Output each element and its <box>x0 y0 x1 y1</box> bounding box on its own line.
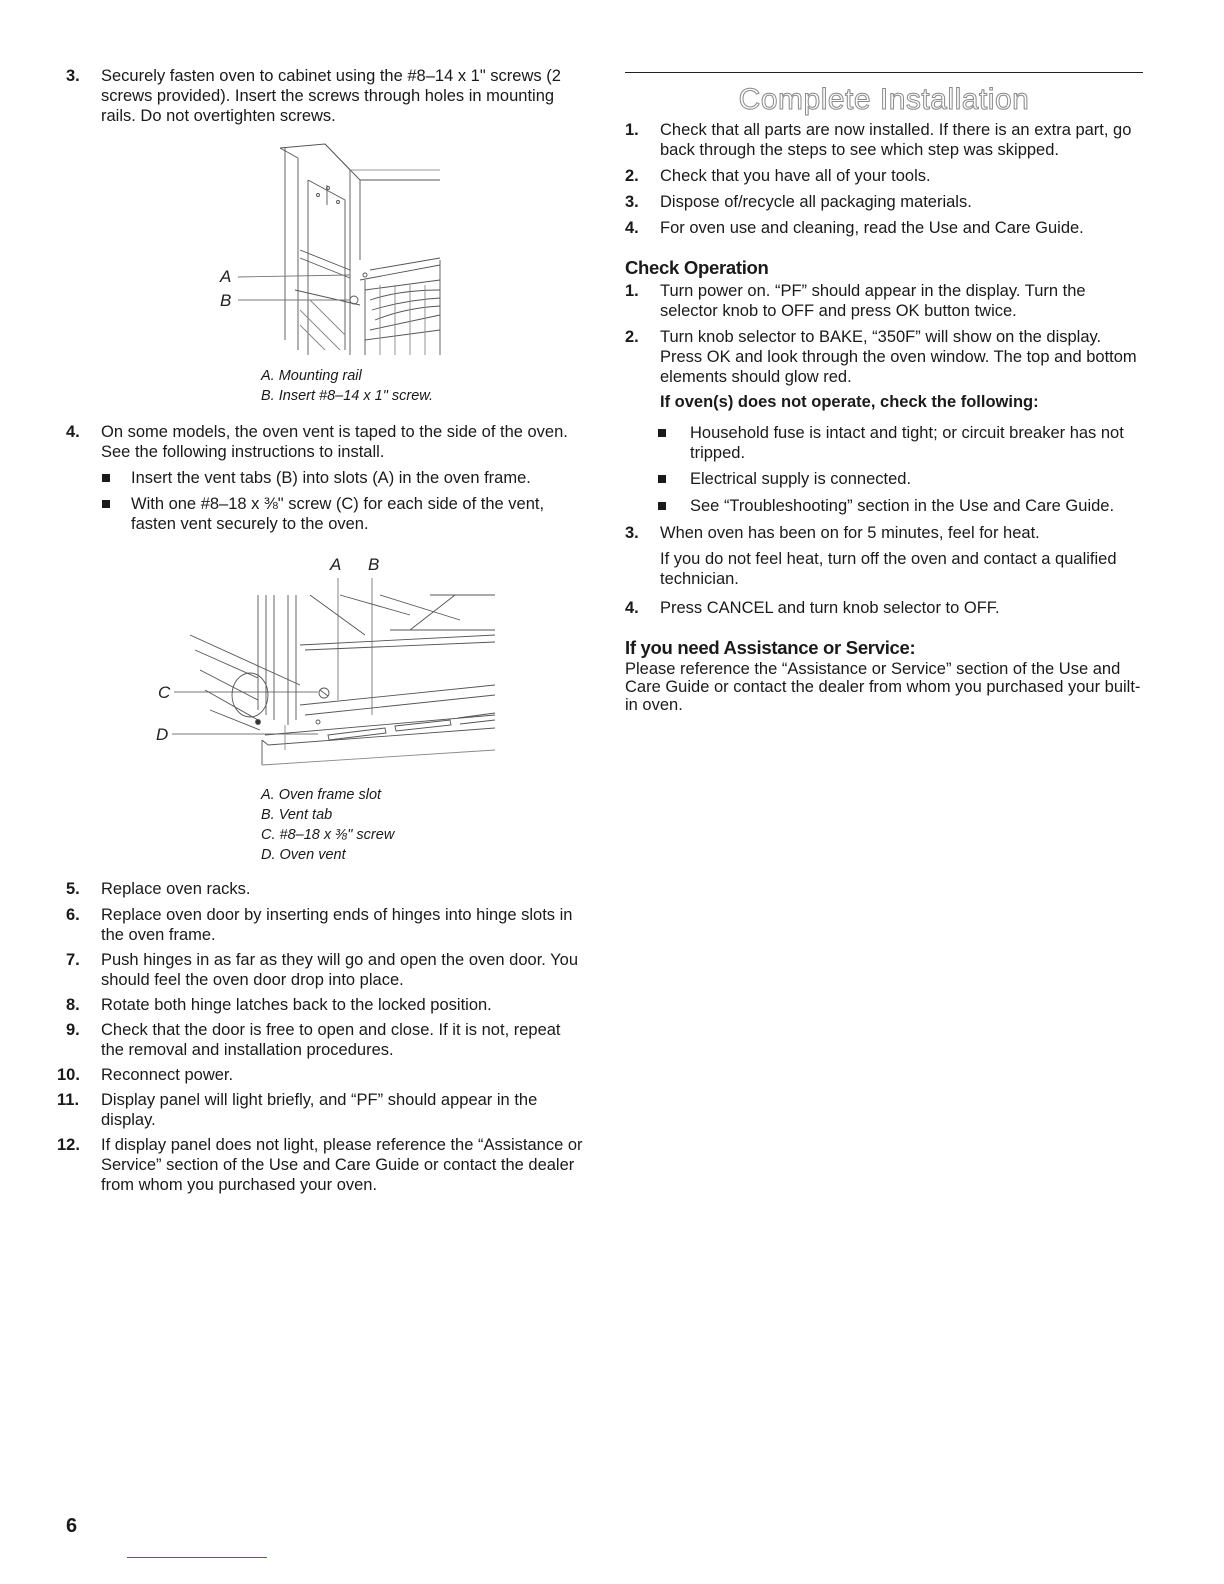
step-number: 7. <box>66 951 80 969</box>
complete-step-4 <box>625 218 1145 238</box>
figure-label-a: A <box>330 555 342 574</box>
step-number: 3. <box>66 67 80 85</box>
step-number: 11. <box>57 1091 80 1109</box>
step-5 <box>66 879 588 899</box>
footer-rule <box>127 1557 267 1558</box>
step-10 <box>57 1065 588 1085</box>
figure-label-b: B <box>368 555 380 574</box>
bullet-text: See “Troubleshooting” section in the Use and Care Guide. <box>690 497 1115 515</box>
complete-step-2 <box>625 166 1145 186</box>
check-step-2 <box>625 327 1145 387</box>
complete-installation-steps <box>625 120 1145 238</box>
section-divider <box>625 72 1143 73</box>
complete-step-3 <box>625 192 1145 212</box>
assistance-text: Please reference the “Assistance or Service” section of the Use and Care Guide or contact the dealer from whom you purchased your built-in oven. <box>625 660 1141 714</box>
bullet-item <box>625 469 1145 489</box>
step-number: 2. <box>625 167 639 185</box>
step-number: 3. <box>625 193 639 211</box>
step-number: 4. <box>66 423 80 441</box>
caption-b: B. Vent tab <box>261 807 333 823</box>
step-text: Dispose of/recycle all packaging materials. <box>660 193 972 211</box>
step-text: Check that you have all of your tools. <box>660 167 931 185</box>
oven-vent-figure <box>150 550 510 780</box>
step-number: 4. <box>625 219 639 237</box>
figure-label-b: B <box>220 291 232 310</box>
step-text: Replace oven door by inserting ends of hinges into hinge slots in the oven frame. <box>101 906 573 944</box>
bullet-text: Household fuse is intact and tight; or circuit breaker has not tripped. <box>690 424 1124 462</box>
step-number: 12. <box>57 1136 80 1154</box>
bullet-square-icon <box>102 474 110 482</box>
bullet-text: Electrical supply is connected. <box>690 470 912 488</box>
bullet-square-icon <box>658 475 666 483</box>
caption-a: A. Mounting rail <box>261 368 362 384</box>
figure-label-a: A <box>220 267 232 286</box>
step-3 <box>66 66 588 126</box>
step-text: If display panel does not light, please reference the “Assistance or Service” section of the Use and Care Guide or contact the dealer from whom you purchased your oven. <box>101 1136 583 1194</box>
check-operation-section <box>625 257 1145 618</box>
step-number: 1. <box>625 282 639 300</box>
mounting-rail-figure <box>200 140 460 358</box>
bullet-item <box>66 468 588 488</box>
left-column <box>66 66 588 126</box>
bullet-text: With one #8–18 x ⅜" screw (C) for each side of the vent, fasten vent securely to the oven. <box>131 495 545 533</box>
mounting-rail-illustration <box>200 140 460 358</box>
not-operate-heading: If oven(s) does not operate, check the following: <box>660 393 1039 411</box>
step-text: Press CANCEL and turn knob selector to OFF. <box>660 599 1000 617</box>
step-4-block <box>66 422 588 534</box>
figure-label-c: C <box>158 683 171 702</box>
step-8 <box>66 995 588 1015</box>
step-11 <box>57 1090 588 1130</box>
mounting-rail-caption <box>261 366 433 406</box>
step-text: Turn power on. “PF” should appear in the display. Turn the selector knob to OFF and press OK button twice. <box>660 282 1086 320</box>
step-number: 5. <box>66 880 80 898</box>
step-7 <box>66 950 588 990</box>
caption-d: D. Oven vent <box>261 847 346 863</box>
step-text: Turn knob selector to BAKE, “350F” will show on the display. Press OK and look through the oven window. The top and bottom elements should glow red. <box>660 328 1137 386</box>
check-step-3 <box>625 523 1145 543</box>
caption-c: C. #8–18 x ⅜" screw <box>261 827 395 843</box>
step-number: 3. <box>625 524 639 542</box>
step-number: 2. <box>625 328 639 346</box>
step-text: For oven use and cleaning, read the Use and Care Guide. <box>660 219 1084 237</box>
step-number: 8. <box>66 996 80 1014</box>
bullet-item <box>625 496 1145 516</box>
bullet-text: Insert the vent tabs (B) into slots (A) in the oven frame. <box>131 469 531 487</box>
steps-5-12 <box>57 879 588 1195</box>
bullet-square-icon <box>658 429 666 437</box>
step-12 <box>57 1135 588 1195</box>
assistance-section <box>625 637 1145 714</box>
step-number: 6. <box>66 906 80 924</box>
check-step-1 <box>625 281 1145 321</box>
step-text: Check that the door is free to open and close. If it is not, repeat the removal and installation procedures. <box>101 1021 561 1059</box>
step-text: Securely fasten oven to cabinet using the #8–14 x 1" screws (2 screws provided). Insert the screws through holes in mounting rails. Do not overtighten screws. <box>101 67 561 125</box>
step-text: Push hinges in as far as they will go and open the oven door. You should feel the oven door drop into place. <box>101 951 579 989</box>
step-text: Check that all parts are now installed. If there is an extra part, go back through the steps to see which step was skipped. <box>660 121 1132 159</box>
oven-vent-caption <box>261 785 394 865</box>
bullet-item <box>625 423 1145 463</box>
step-number: 10. <box>57 1066 80 1084</box>
step-number: 4. <box>625 599 639 617</box>
figure-label-d: D <box>156 725 169 744</box>
bullet-square-icon <box>658 502 666 510</box>
section-title: Complete Installation <box>738 83 1030 116</box>
step-text: When oven has been on for 5 minutes, feel for heat. <box>660 524 1040 542</box>
step-text: Reconnect power. <box>101 1066 234 1084</box>
check-step-3-note: If you do not feel heat, turn off the oven and contact a qualified technician. <box>660 550 1117 588</box>
page-number: 6 <box>66 1515 78 1537</box>
step-text: On some models, the oven vent is taped to the side of the oven. See the following instructions to install. <box>101 423 568 461</box>
check-operation-heading: Check Operation <box>625 257 769 278</box>
oven-vent-illustration <box>150 550 510 780</box>
caption-a: A. Oven frame slot <box>261 787 382 803</box>
step-text: Replace oven racks. <box>101 880 251 898</box>
step-number: 9. <box>66 1021 80 1039</box>
assistance-heading: If you need Assistance or Service: <box>625 637 916 658</box>
step-text: Rotate both hinge latches back to the locked position. <box>101 996 492 1014</box>
complete-step-1 <box>625 120 1145 160</box>
step-text: Display panel will light briefly, and “PF” should appear in the display. <box>101 1091 538 1129</box>
caption-b: B. Insert #8–14 x 1" screw. <box>261 388 433 404</box>
bullet-item <box>66 494 588 534</box>
bullet-square-icon <box>102 500 110 508</box>
step-4 <box>66 422 588 462</box>
check-step-4 <box>625 598 1145 618</box>
step-9 <box>66 1020 588 1060</box>
step-number: 1. <box>625 121 639 139</box>
step-6 <box>66 905 588 945</box>
